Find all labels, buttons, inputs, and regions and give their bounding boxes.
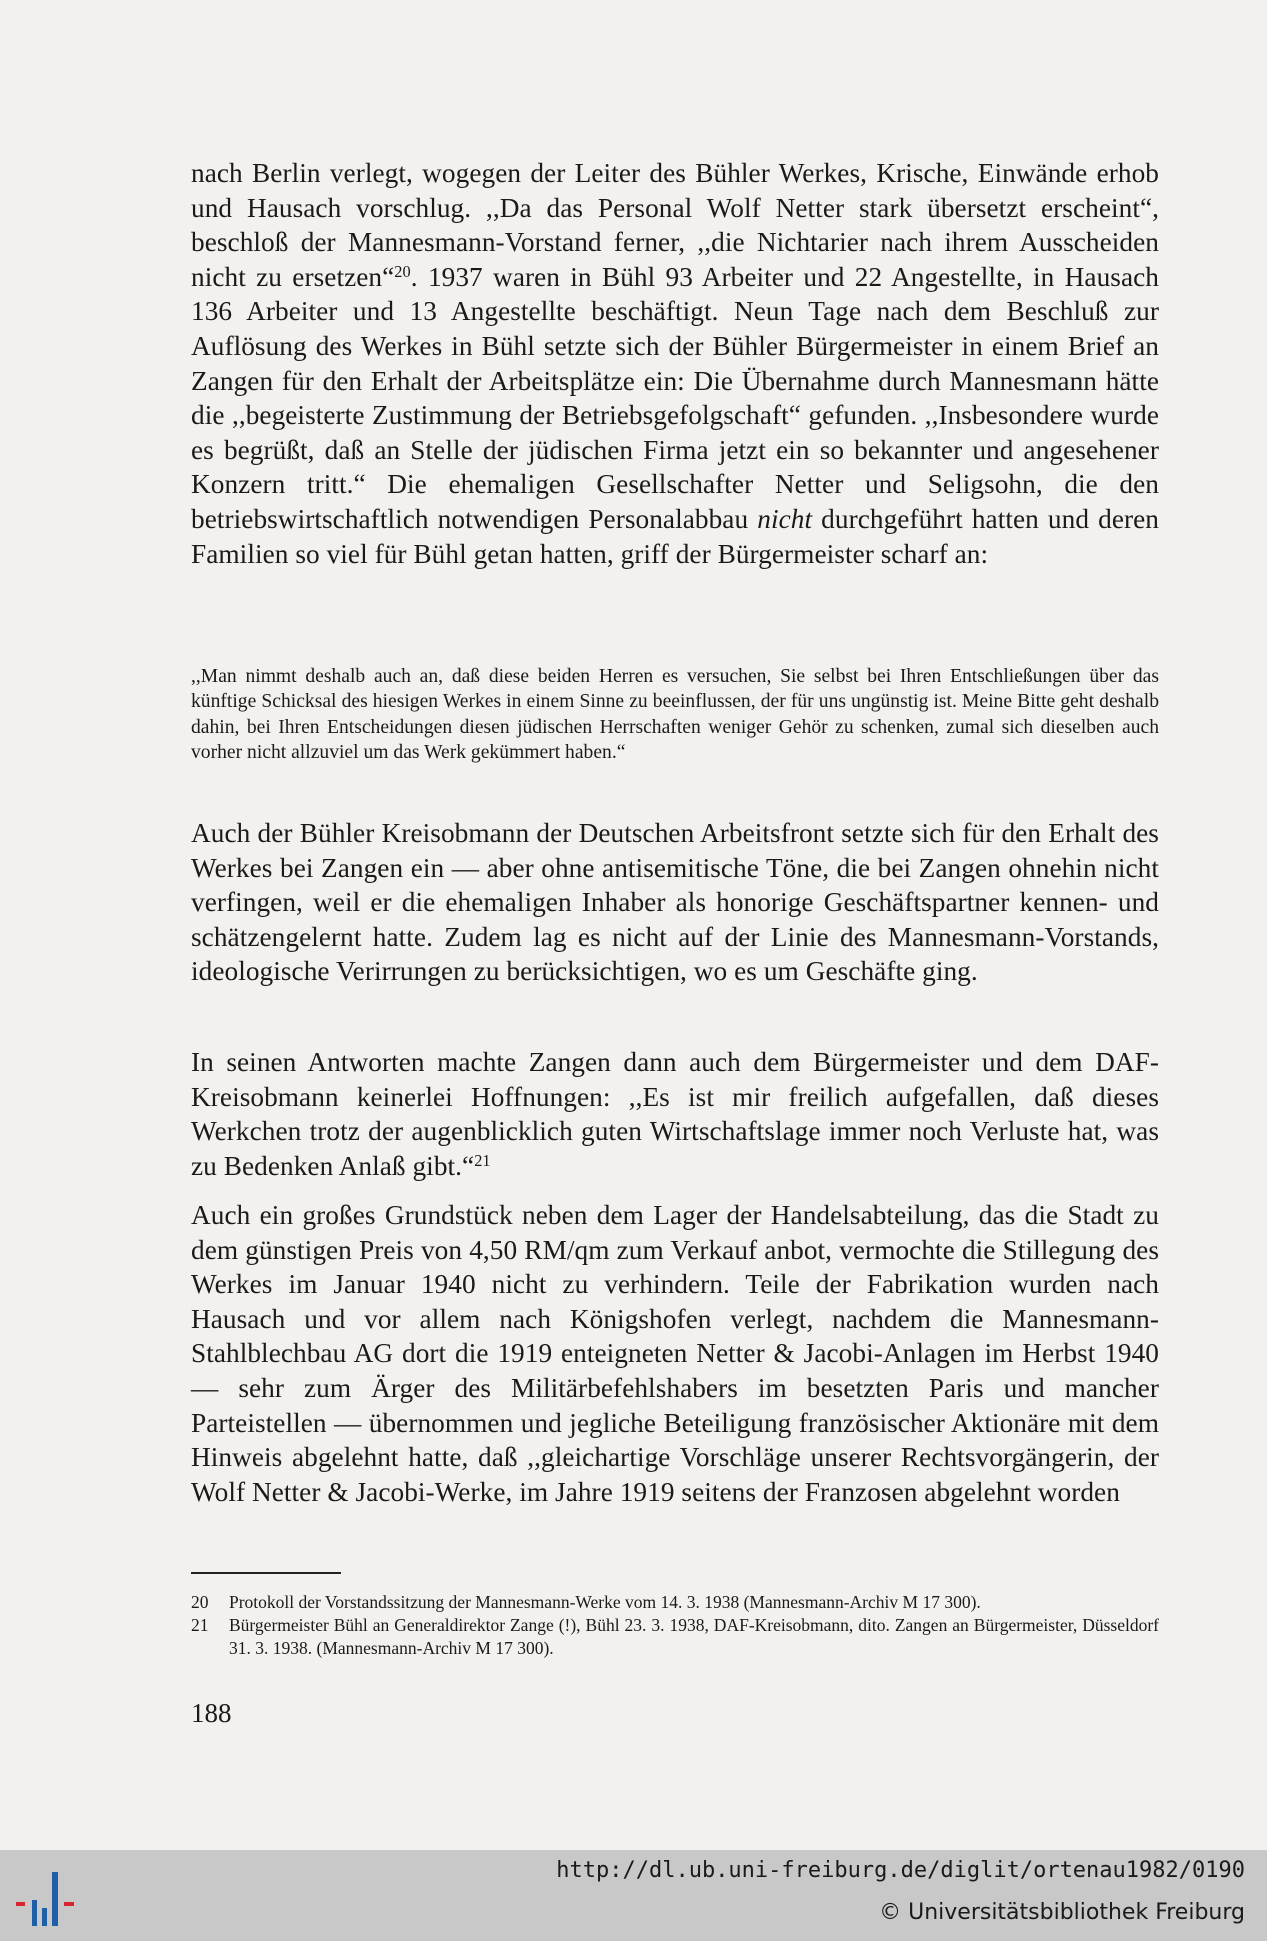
footer-copyright: © Universitätsbibliothek Freiburg xyxy=(879,1900,1245,1925)
footnote-ref-20[interactable]: 20 xyxy=(394,261,411,281)
ub-freiburg-logo-icon xyxy=(16,1870,80,1928)
page-number: 188 xyxy=(191,1698,232,1728)
paragraph-1 xyxy=(191,156,1159,571)
footnote-number: 21 xyxy=(191,1615,209,1635)
footnote-divider xyxy=(191,1572,341,1574)
paragraph-4: Auch ein großes Grundstück neben dem Lager der Handelsabteilung, das die Stadt zu dem günstigen Preis von 4,50 RM/qm zum Verkauf anbot, vermochte die Stillegung des Werkes im Januar 1940 nicht zu verhindern. Teile der Fabrikation wurden nach Hausach und vor allem nach Königshofen verlegt, nachdem die Mannesmann-Stahlblechbau AG dort die 1919 enteigneten Netter & Jacobi-Anlagen im Herbst 1940 — sehr zum Ärger des Militärbefehlshabers im besetzten Paris und mancher Parteistellen — übernommen und jegliche Beteiligung französischer Aktionäre mit dem Hinweis abgelehnt hatte, daß ,,gleichartige Vorschläge unserer Rechtsvorgängerin, der Wolf Netter & Jacobi-Werke, im Jahre 1919 seitens der Franzosen abgelehnt worden xyxy=(191,1200,1159,1507)
paragraph-3 xyxy=(191,1045,1159,1183)
footnote-text: Bürgermeister Bühl an Generaldirektor Zange (!), Bühl 23. 3. 1938, DAF-Kreisobmann, dito. Zangen an Bürgermeister, Düsseldorf 31. 3. 1938. (Mannesmann-Archiv M 17 300). xyxy=(229,1615,1159,1658)
paragraph-1-text-c: durchgeführt hatten und deren Familien so viel für Bühl getan hatten, griff der Bürgermeister scharf an: xyxy=(191,503,1159,569)
footnote-ref-21[interactable]: 21 xyxy=(474,1150,491,1170)
footnotes xyxy=(191,1591,1159,1660)
block-quote: ,,Man nimmt deshalb auch an, daß diese beiden Herren es versuchen, Sie selbst bei Ihren Entschließungen über das künftige Schicksal des hiesigen Werkes in einem Sinne zu beeinflussen, der für uns ungünstig ist. Meine Bitte geht deshalb dahin, bei Ihren Entscheidungen diesen jüdischen Herrschaften weniger Gehör zu schenken, zumal sich dieselben auch vorher nicht allzuviel um das Werk gekümmert haben.“ xyxy=(191,666,1159,764)
paragraph-1-text-a: nach Berlin verlegt, wogegen der Leiter des Bühler Werkes, Krische, Einwände erhob und Hausach vorschlug. ,,Da das Personal Wolf Netter stark übersetzt erscheint“, beschloß der Mannesmann-Vorstand ferner, ,,die Nichtarier nach ihrem Ausscheiden nicht zu ersetzen“ xyxy=(191,158,1159,292)
emphasis-text: nicht xyxy=(757,503,813,534)
footnote-number: 20 xyxy=(191,1592,209,1612)
paragraph-1-text-b: . 1937 waren in Bühl 93 Arbeiter und 22 Angestellte, in Hausach 136 Arbeiter und 13 Angestellte beschäftigt. Neun Tage nach dem Beschluß zur Auflösung des Werkes in Bühl setzte sich der Bühler Bürgermeister in einem Brief an Zangen für den Erhalt der Arbeitsplätze ein: Die Übernahme durch Mannesmann hätte die ,,begeisterte Zustimmung der Betriebsgefolgschaft“ gefunden. ,,Insbesondere wurde es begrüßt, daß an Stelle der jüdischen Firma jetzt ein so bekannter und angesehener Konzern tritt.“ Die ehemaligen Gesellschafter Netter und Seligsohn, die den betriebswirtschaftlich notwendigen Personalabbau xyxy=(191,261,1159,534)
paragraph-2: Auch der Bühler Kreisobmann der Deutschen Arbeitsfront setzte sich für den Erhalt des Werkes bei Zangen ein — aber ohne antisemitische Töne, die bei Zangen ohnehin nicht verfingen, weil er die ehemaligen Inhaber als honorige Geschäftspartner kennen- und schätzengelernt hatte. Zudem lag es nicht auf der Linie des Mannesmann-Vorstands, ideologische Verirrungen zu berücksichtigen, wo es um Geschäfte ging. xyxy=(191,818,1159,987)
footnote-text: Protokoll der Vorstandssitzung der Mannesmann-Werke vom 14. 3. 1938 (Mannesmann-Archiv M 17 300). xyxy=(229,1592,981,1612)
paragraph-3-text: In seinen Antworten machte Zangen dann auch dem Bürgermeister und dem DAF-Kreisobmann keinerlei Hoffnungen: ,,Es ist mir freilich aufgefallen, daß dieses Werkchen trotz der augenblicklich guten Wirtschaftslage immer noch Verluste hat, was zu Bedenken Anlaß gibt.“ xyxy=(191,1047,1159,1181)
footnote-item xyxy=(191,1614,1159,1660)
footnote-item xyxy=(191,1591,1159,1614)
footer-url-link[interactable]: http://dl.ub.uni-freiburg.de/diglit/ortenau1982/0190 xyxy=(556,1858,1245,1883)
footer-bar xyxy=(0,1850,1267,1941)
